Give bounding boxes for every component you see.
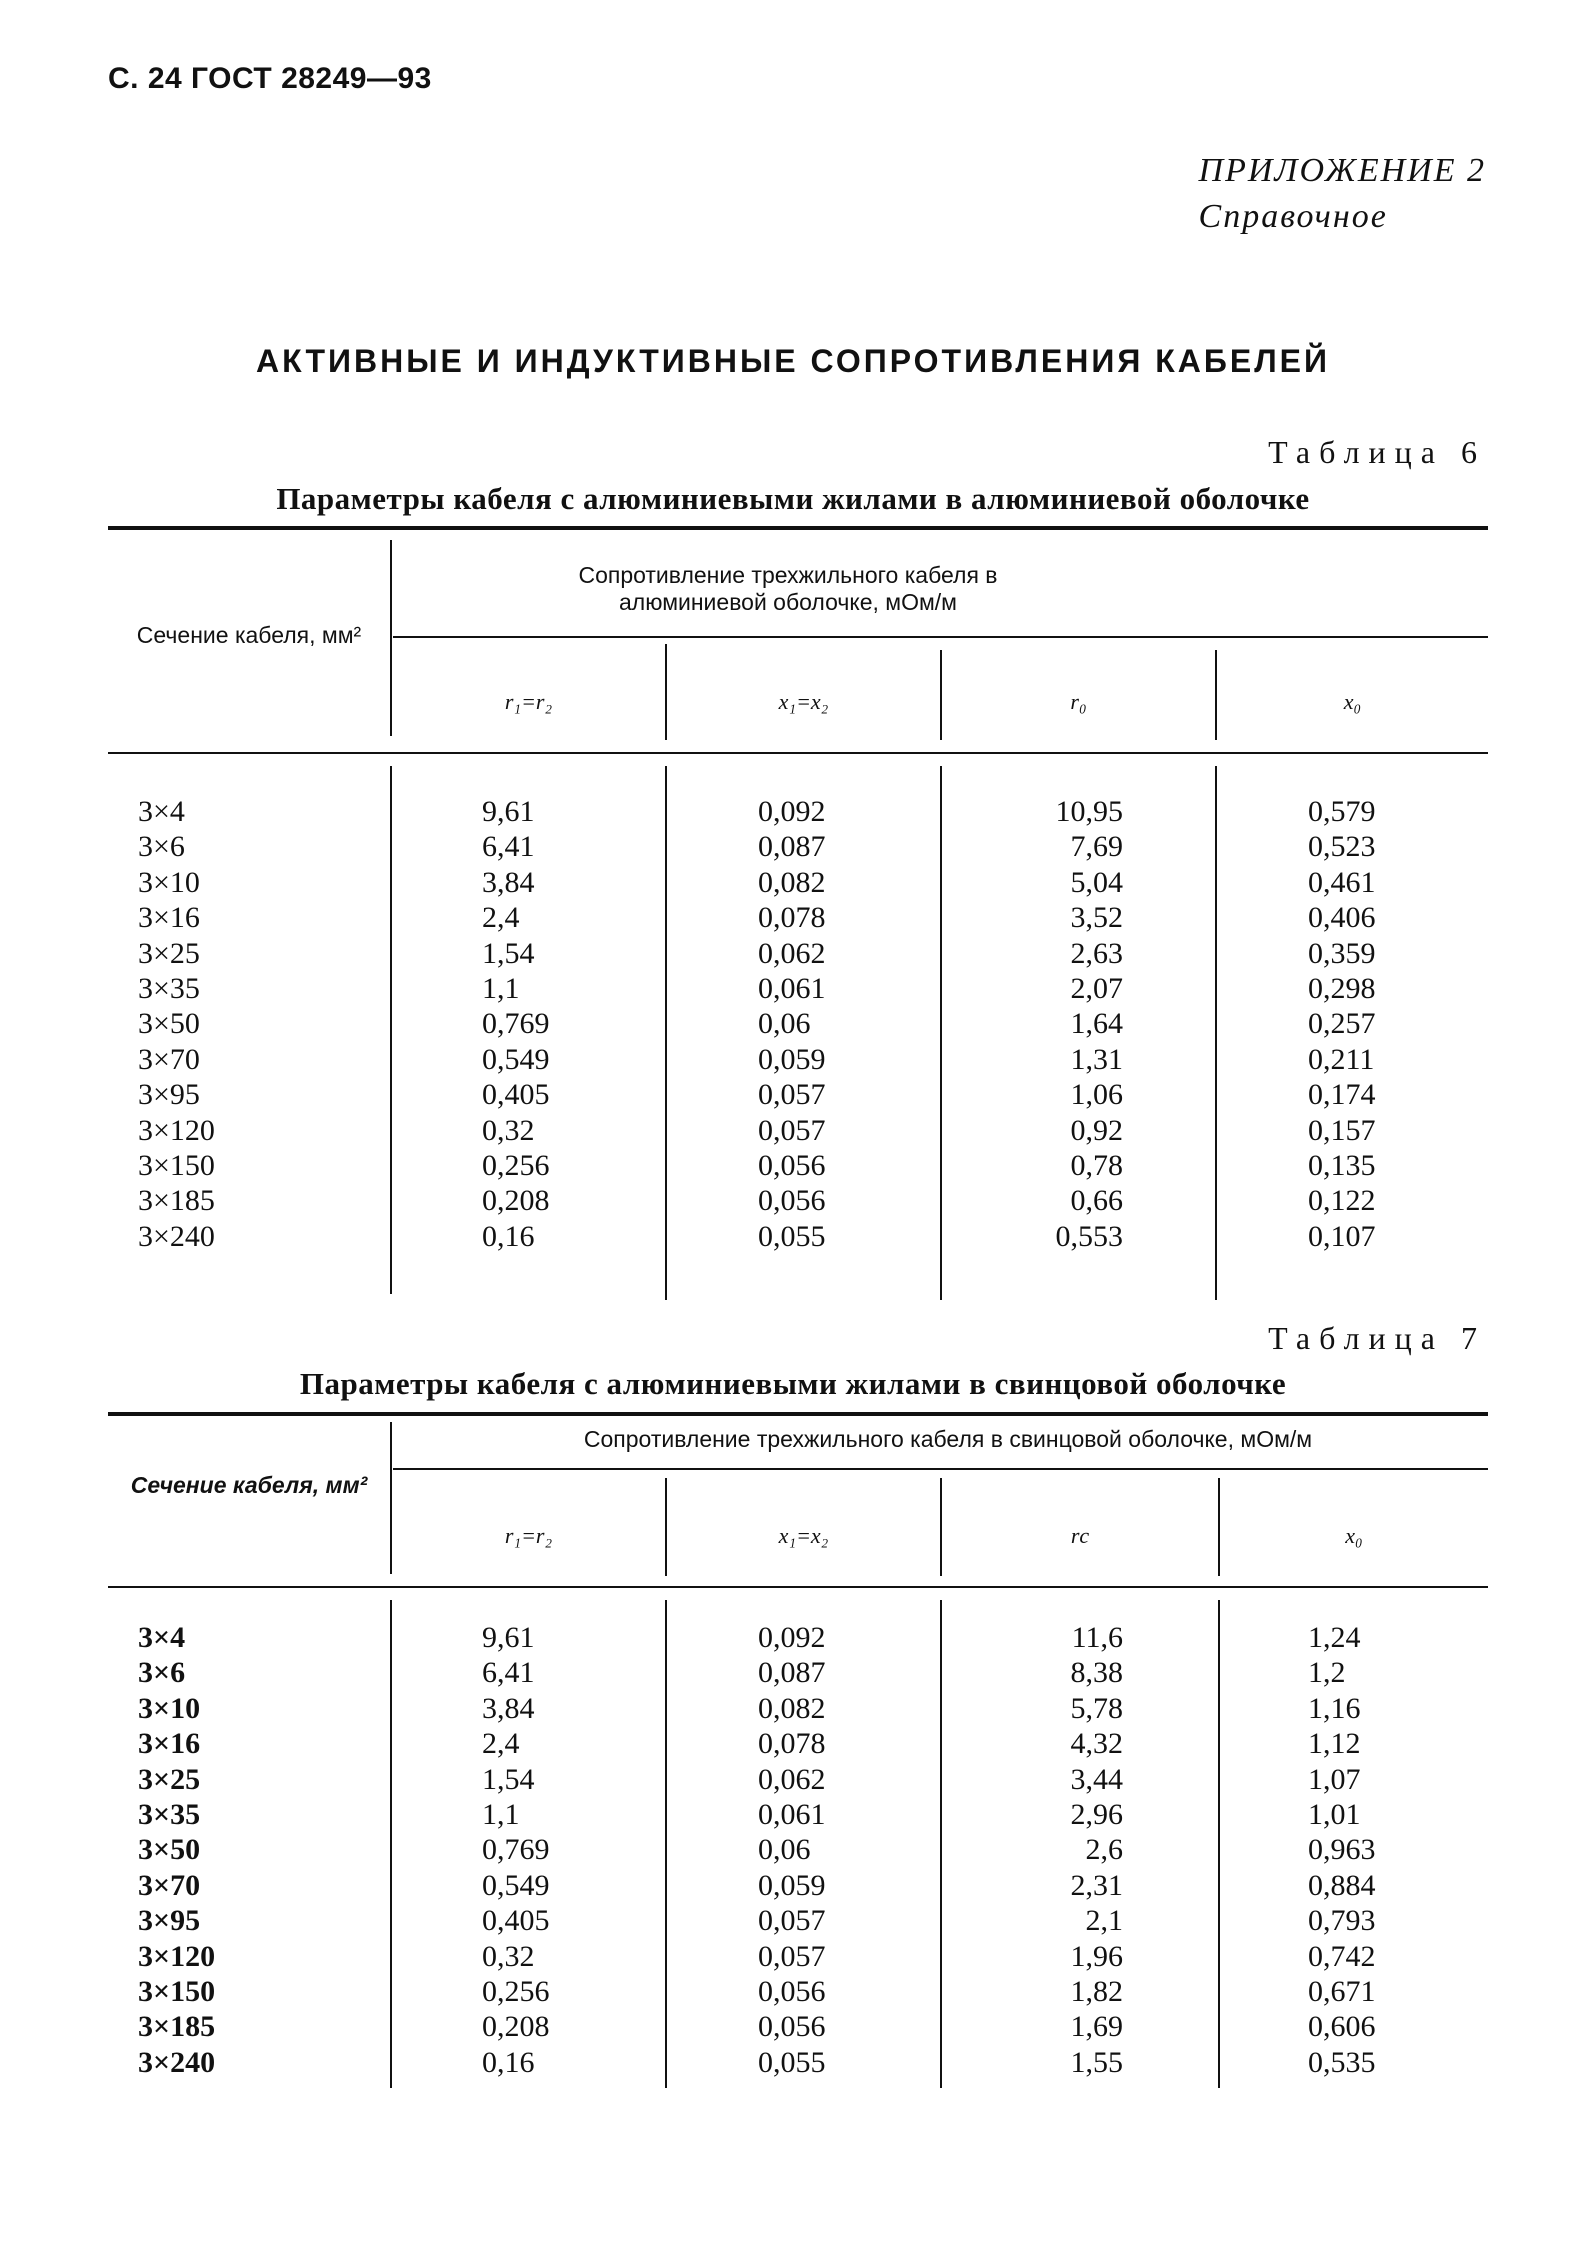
- table7-r1-cell: 0,549: [482, 1868, 550, 1902]
- table7-rc-cell: 1,55: [1070, 2045, 1123, 2079]
- table6-r1-cell: 6,41: [482, 830, 535, 864]
- table6-top-rule: [108, 526, 1488, 530]
- table7-x0-cell: 1,12: [1308, 1727, 1361, 1761]
- table6-subheader-x0: x₀: [1343, 689, 1362, 714]
- table6-r1-cell: 1,54: [482, 936, 535, 970]
- table6-section-cell: 3×25: [138, 936, 200, 970]
- table6-r1-cell: 0,769: [482, 1007, 550, 1041]
- table7-label: Таблица 7: [1268, 1320, 1486, 1356]
- table6-x0-cell: 0,174: [1308, 1078, 1376, 1112]
- table6-r0-cell: 1,64: [1070, 1007, 1123, 1041]
- table7-x1-cell: 0,057: [758, 1904, 826, 1938]
- table7-rc-cell: 5,78: [1070, 1691, 1123, 1725]
- table7-rc-cell: 2,96: [1070, 1797, 1123, 1831]
- table7-section-cell: 3×150: [138, 1974, 216, 2008]
- table7-header-rule: [108, 1586, 1488, 1588]
- table7-x0-cell: 1,2: [1308, 1656, 1346, 1690]
- table6-section-cell: 3×6: [138, 830, 185, 864]
- table7-r1-cell: 0,16: [482, 2045, 535, 2079]
- table6-x0-cell: 0,135: [1308, 1148, 1376, 1182]
- table7-x0-cell: 0,963: [1308, 1833, 1376, 1867]
- table7-x0-cell: 1,07: [1308, 1762, 1361, 1796]
- table6-x1-cell: 0,059: [758, 1042, 826, 1076]
- table7-x1-column: [758, 1620, 826, 2080]
- main-title: АКТИВНЫЕ И ИНДУКТИВНЫЕ СОПРОТИВЛЕНИЯ КАБЕЛЕЙ: [256, 343, 1330, 379]
- table6-r0-cell: 0,78: [1070, 1148, 1123, 1182]
- table6-x1-cell: 0,057: [758, 1078, 826, 1112]
- table6-section-cell: 3×4: [138, 795, 185, 828]
- table6-r0-cell: 7,69: [1070, 830, 1123, 864]
- table7-r1-cell: 0,208: [482, 2010, 550, 2044]
- table7-r1-cell: 0,405: [482, 1904, 550, 1938]
- table6-r1-cell: 2,4: [482, 901, 520, 935]
- table7-r1-cell: 6,41: [482, 1656, 535, 1690]
- table6-r1-cell: 0,405: [482, 1078, 550, 1112]
- table6-r0-cell: 10,95: [1055, 795, 1123, 828]
- table7-caption: Параметры кабеля с алюминиевыми жилами в свинцовой оболочке: [299, 1366, 1287, 1401]
- table7-x0-cell: 1,01: [1308, 1797, 1361, 1831]
- table6-x0-cell: 0,359: [1308, 936, 1376, 970]
- table7-rc-cell: 8,38: [1070, 1656, 1123, 1690]
- table6: [108, 526, 1488, 1296]
- table6-x0-column: [1308, 794, 1376, 1254]
- table6-section-cell: 3×120: [138, 1113, 215, 1147]
- table6-x0-cell: 0,461: [1308, 865, 1376, 899]
- table6-x1-cell: 0,056: [758, 1148, 826, 1182]
- table6-subheader-r0: r₀: [1070, 689, 1087, 714]
- table7-subheader-rc: rс: [1070, 1523, 1090, 1548]
- table7-r1-cell: 1,1: [482, 1797, 520, 1831]
- table7-x1-cell: 0,056: [758, 2010, 826, 2044]
- table6-r1-cell: 1,1: [482, 971, 520, 1005]
- table7-vline: [665, 1600, 667, 2088]
- table7-group-header: Сопротивление трехжильного кабеля в свинцовой оболочке, мОм/м: [583, 1426, 1313, 1452]
- table6-section-cell: 3×16: [138, 901, 200, 935]
- table6-header-rule: [108, 752, 1488, 754]
- table6-x0-cell: 0,157: [1308, 1113, 1376, 1147]
- table7-section-cell: 3×120: [138, 1939, 216, 1973]
- table6-x0-cell: 0,523: [1308, 830, 1376, 864]
- table6-section-cell: 3×95: [138, 1078, 200, 1112]
- table6-x1-cell: 0,056: [758, 1184, 826, 1218]
- table7-r1-cell: 0,256: [482, 1974, 550, 2008]
- table7-subheader-x1: x₁=x₂: [778, 1523, 829, 1548]
- table7-x1-cell: 0,082: [758, 1691, 826, 1725]
- table6-r0-cell: 3,52: [1070, 901, 1123, 935]
- table7-r1-cell: 3,84: [482, 1691, 535, 1725]
- table6-x0-cell: 0,107: [1308, 1219, 1376, 1253]
- table7-r1-cell: 2,4: [482, 1727, 520, 1761]
- table7-x0-cell: 0,671: [1308, 1974, 1376, 2008]
- table7-section-cell: 3×25: [138, 1762, 201, 1796]
- table7-section-cell: 3×240: [138, 2045, 216, 2079]
- table7-subheader-r1: r₁=r₂: [504, 1523, 553, 1548]
- table7-section-cell: 3×16: [138, 1727, 201, 1761]
- table6-r1-cell: 0,549: [482, 1042, 550, 1076]
- table7-section-cell: 3×10: [138, 1691, 201, 1725]
- table7-col-section: Сечение кабеля, мм²: [130, 1472, 368, 1498]
- table6-section-cell: 3×50: [138, 1007, 200, 1041]
- table6-x1-cell: 0,062: [758, 936, 826, 970]
- table6-x1-cell: 0,06: [758, 1007, 811, 1041]
- table6-r0-cell: 0,66: [1070, 1184, 1123, 1218]
- table6-subheader-x1: x₁=x₂: [778, 689, 829, 714]
- table7-vline: [940, 1600, 942, 2088]
- appendix-label: ПРИЛОЖЕНИЕ 2: [1198, 152, 1486, 189]
- appendix-note: Справочное: [1198, 198, 1388, 235]
- table7-section-cell: 3×95: [138, 1904, 201, 1938]
- table7-r1-cell: 0,769: [482, 1833, 550, 1867]
- table7-x1-cell: 0,078: [758, 1727, 826, 1761]
- table7-subheader-x0: x₀: [1345, 1523, 1363, 1548]
- table7-r1-cell: 0,32: [482, 1939, 535, 1973]
- table7-x0-cell: 0,793: [1308, 1904, 1376, 1938]
- table7-x0-cell: 0,884: [1308, 1868, 1376, 1902]
- table6-x1-cell: 0,057: [758, 1113, 826, 1147]
- table7-r1-cell: 9,61: [482, 1621, 535, 1654]
- table6-r0-cell: 1,06: [1070, 1078, 1123, 1112]
- table7-rc-cell: 1,96: [1070, 1939, 1123, 1973]
- table7-vline: [390, 1422, 392, 1574]
- table6-r1-column: [482, 794, 550, 1254]
- table7-section-cell: 3×50: [138, 1833, 201, 1867]
- table6-x0-cell: 0,257: [1308, 1007, 1376, 1041]
- table6-r1-cell: 0,256: [482, 1148, 550, 1182]
- table6-x1-cell: 0,082: [758, 865, 826, 899]
- table6-vline: [390, 766, 392, 1294]
- table6-group-header: Сопротивление трехжильного кабеля в алюминиевой оболочке, мОм/м: [578, 562, 998, 615]
- table7-section-cell: 3×6: [138, 1656, 186, 1690]
- table6-x1-cell: 0,087: [758, 830, 826, 864]
- table6-r1-cell: 9,61: [482, 795, 535, 828]
- table7-rc-cell: 4,32: [1070, 1727, 1123, 1761]
- table7-section-cell: 3×4: [138, 1621, 186, 1654]
- table7-section-cell: 3×185: [138, 2010, 216, 2044]
- table6-vline: [940, 766, 942, 1300]
- table6-section-column: [138, 794, 215, 1254]
- table7-rc-cell: 2,6: [1085, 1833, 1123, 1867]
- table7-rc-cell: 3,44: [1070, 1762, 1123, 1796]
- table6-subheader-r1: r₁=r₂: [504, 689, 553, 714]
- table6-section-cell: 3×70: [138, 1042, 200, 1076]
- table6-r0-cell: 5,04: [1070, 865, 1123, 899]
- table6-x1-cell: 0,092: [758, 795, 826, 828]
- table6-r0-cell: 2,07: [1070, 971, 1123, 1005]
- appendix-block: [1199, 148, 1486, 240]
- table7-vline: [1218, 1600, 1220, 2088]
- page-header: С. 24 ГОСТ 28249—93: [108, 62, 432, 95]
- table6-x0-cell: 0,406: [1308, 901, 1376, 935]
- table7-x0-cell: 1,24: [1308, 1621, 1361, 1654]
- table7-rc-cell: 2,31: [1070, 1868, 1123, 1902]
- table6-section-cell: 3×10: [138, 865, 200, 899]
- table7-rc-column: [1023, 1620, 1123, 2080]
- table6-group-rule: [393, 636, 1488, 638]
- table7-top-rule: [108, 1412, 1488, 1416]
- table6-x1-column: [758, 794, 826, 1254]
- table7-vline: [390, 1600, 392, 2088]
- table6-label: Таблица 6: [1268, 434, 1486, 470]
- table7-x1-cell: 0,055: [758, 2045, 826, 2079]
- table7-r1-cell: 1,54: [482, 1762, 535, 1796]
- table7-x0-cell: 0,606: [1308, 2010, 1376, 2044]
- table7-x1-cell: 0,057: [758, 1939, 826, 1973]
- table6-r1-cell: 0,16: [482, 1219, 535, 1253]
- table6-r0-cell: 0,92: [1070, 1113, 1123, 1147]
- table6-x1-cell: 0,061: [758, 971, 826, 1005]
- table6-section-cell: 3×240: [138, 1219, 215, 1253]
- table7-group-rule: [393, 1468, 1488, 1470]
- table7-section-cell: 3×35: [138, 1797, 201, 1831]
- table6-section-cell: 3×185: [138, 1184, 215, 1218]
- table6-x1-cell: 0,055: [758, 1219, 826, 1253]
- table6-x0-cell: 0,579: [1308, 795, 1376, 828]
- table7-x0-cell: 0,535: [1308, 2045, 1376, 2079]
- table7-r1-column: [482, 1620, 550, 2080]
- table7-x0-cell: 0,742: [1308, 1939, 1376, 1973]
- table6-vline: [1215, 766, 1217, 1300]
- table7-x0-column: [1308, 1620, 1376, 2080]
- table6-caption: Параметры кабеля с алюминиевыми жилами в алюминиевой оболочке: [276, 481, 1310, 516]
- table7-x1-cell: 0,056: [758, 1974, 826, 2008]
- table7-x1-cell: 0,061: [758, 1797, 826, 1831]
- table6-vline: [665, 766, 667, 1300]
- table7-rc-cell: 1,69: [1070, 2010, 1123, 2044]
- table6-r0-cell: 0,553: [1055, 1219, 1123, 1253]
- table6-r0-cell: 1,31: [1070, 1042, 1123, 1076]
- table6-section-cell: 3×150: [138, 1148, 215, 1182]
- table6-x0-cell: 0,122: [1308, 1184, 1376, 1218]
- table6-r1-cell: 3,84: [482, 865, 535, 899]
- table7-x1-cell: 0,062: [758, 1762, 826, 1796]
- table6-r1-cell: 0,32: [482, 1113, 535, 1147]
- table6-x1-cell: 0,078: [758, 901, 826, 935]
- table7-rc-cell: 1,82: [1070, 1974, 1123, 2008]
- table6-x0-cell: 0,298: [1308, 971, 1376, 1005]
- table7-x1-cell: 0,059: [758, 1868, 826, 1902]
- table6-r1-cell: 0,208: [482, 1184, 550, 1218]
- table7-rc-cell: 11,6: [1071, 1621, 1123, 1654]
- table7-x0-cell: 1,16: [1308, 1691, 1361, 1725]
- table7-x1-cell: 0,087: [758, 1656, 826, 1690]
- table7-x1-cell: 0,06: [758, 1833, 811, 1867]
- table6-x0-cell: 0,211: [1308, 1042, 1375, 1076]
- table6-r0-cell: 2,63: [1070, 936, 1123, 970]
- table7-x1-cell: 0,092: [758, 1621, 826, 1654]
- table6-r0-column: [1023, 794, 1123, 1254]
- table6-section-cell: 3×35: [138, 971, 200, 1005]
- table7-rc-cell: 2,1: [1085, 1904, 1123, 1938]
- table7: [108, 1412, 1488, 2092]
- table7-section-cell: 3×70: [138, 1868, 201, 1902]
- table7-section-column: [138, 1620, 215, 2080]
- table6-col-section: Сечение кабеля, мм²: [136, 622, 362, 648]
